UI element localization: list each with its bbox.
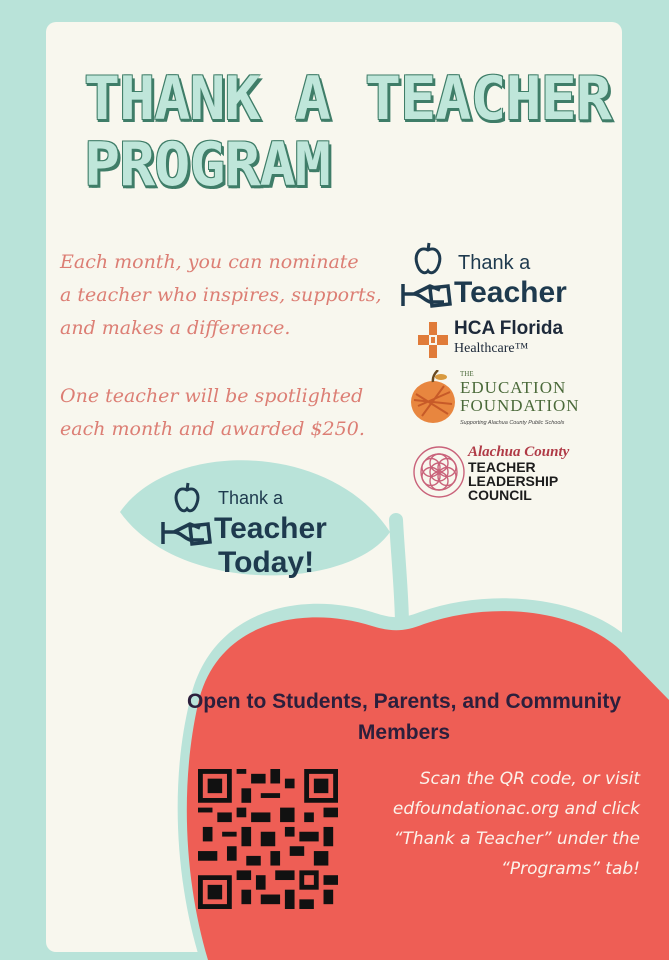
apple-icon: [174, 482, 200, 514]
title-line-2: PROGRAM: [84, 130, 330, 200]
edu-the: THE: [460, 370, 474, 378]
hca-sub: Healthcare™: [454, 341, 529, 356]
logo-teacher-label: Teacher: [454, 276, 567, 309]
tlc-line-2: LEADERSHIP: [468, 473, 559, 489]
mandala-icon: [412, 442, 466, 502]
teacher-leadership-council-logo: [412, 440, 602, 506]
hca-cross-icon: [418, 322, 450, 358]
leaf-teacher: Teacher: [214, 512, 327, 545]
edu-line-1: EDUCATION: [460, 378, 567, 397]
page-title: [84, 66, 611, 198]
hand-icon: [400, 278, 454, 312]
leaf-badge: [160, 482, 360, 592]
logo-thank-a-label: Thank a: [458, 252, 531, 274]
cta-text: Scan the QR code, or visit edfoundationac.org and click “Thank a Teacher” under the “Programs” tab!: [392, 769, 640, 879]
qr-code[interactable]: [198, 766, 338, 912]
hand-icon: [160, 516, 214, 550]
hca-name: HCA Florida: [454, 318, 564, 339]
edu-line-2: FOUNDATION: [460, 396, 580, 415]
audience-heading: Open to Students, Parents, and Community Members: [186, 690, 622, 744]
education-foundation-logo: [408, 368, 598, 432]
title-line-1: THANK A TEACHER: [84, 64, 611, 134]
thank-a-teacher-logo: [400, 242, 590, 312]
leaf-thank-a: Thank a: [218, 488, 284, 508]
edu-tagline: Supporting Alachua County Public Schools: [460, 420, 565, 426]
scribble-apple-icon: [408, 370, 458, 426]
tlc-line-1: TEACHER: [468, 459, 536, 475]
tlc-county: Alachua County: [468, 444, 570, 460]
apple-icon: [414, 242, 442, 276]
intro-paragraph-award: One teacher will be spotlighted each month and awarded $250.: [60, 385, 365, 440]
hca-florida-logo: [418, 318, 598, 368]
intro-paragraph-nominate: Each month, you can nominate a teacher who inspires, supports, and makes a difference.: [60, 251, 382, 339]
tlc-line-3: COUNCIL: [468, 487, 532, 503]
leaf-today: Today!: [218, 546, 315, 579]
